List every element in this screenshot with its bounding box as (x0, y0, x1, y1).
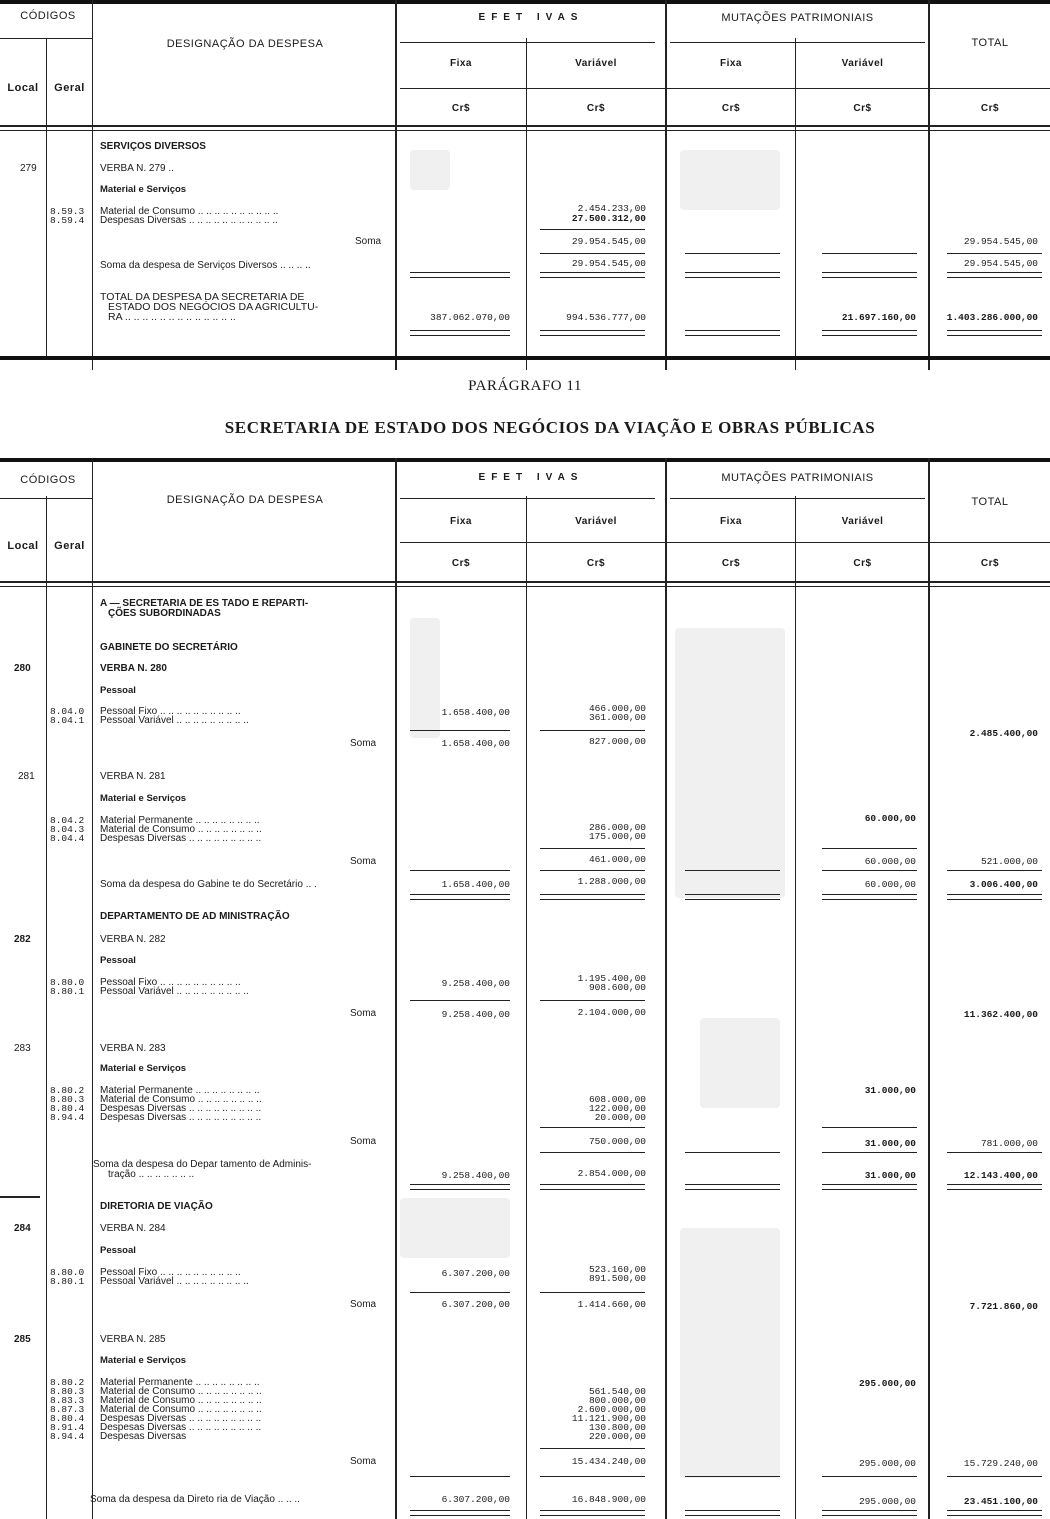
rule (947, 253, 1042, 254)
col-divider (928, 0, 930, 370)
amount: 800.000,00 (588, 1395, 646, 1406)
item-label: Despesas Diversas .. .. .. .. .. .. .. .. .. .. .. (100, 215, 278, 226)
rule (822, 1184, 917, 1190)
rule (410, 1476, 510, 1477)
col-divider (928, 458, 930, 1519)
col-divider (665, 458, 667, 1519)
amount: 60.000,00 (864, 813, 916, 824)
amount: 27.500.312,00 (571, 213, 646, 224)
col-divider (92, 458, 93, 1519)
geral-code: 8.04.4 (50, 833, 85, 844)
rule (947, 1184, 1042, 1190)
header-fixa: Fixa (449, 58, 472, 69)
total-label: RA .. .. .. .. .. .. .. .. .. .. .. .. .. (108, 311, 236, 323)
header-variavel: Variável (841, 516, 884, 527)
item-label: Material de Consumo .. .. .. .. .. .. .. .. (100, 1386, 262, 1397)
verba-label: VERBA N. 282 (100, 934, 166, 945)
soma-label: Soma (350, 1299, 377, 1310)
geral-code: 8.59.4 (50, 215, 85, 226)
item-label: Material Permanente .. .. .. .. .. .. .. .. (100, 815, 260, 826)
header-mutacoes: MUTAÇÕES PATRIMONIAIS (721, 12, 874, 24)
item-label: Material de Consumo .. .. .. .. .. .. .. .. (100, 1395, 262, 1406)
geral-code: 8.80.0 (50, 977, 85, 988)
rule (0, 458, 1050, 462)
rule (0, 586, 1050, 587)
amount: 1.288.000,00 (577, 876, 646, 887)
verba-label: VERBA N. 283 (100, 1043, 166, 1054)
rule (0, 130, 1050, 131)
geral-code: 8.04.3 (50, 824, 85, 835)
rule (540, 1448, 645, 1449)
local-code: 284 (14, 1223, 31, 1234)
rule (540, 1476, 645, 1477)
rule (540, 1184, 645, 1190)
header-local: Local (7, 540, 39, 552)
amount: 60.000,00 (864, 879, 916, 890)
amount: 3.006.400,00 (969, 879, 1038, 890)
subheading: Material e Serviços (100, 184, 187, 195)
header-mutacoes: MUTAÇÕES PATRIMONIAIS (721, 472, 874, 484)
rule (822, 870, 917, 871)
header-fixa: Fixa (719, 58, 742, 69)
rule (670, 498, 925, 499)
verba-label: VERBA N. 284 (100, 1223, 166, 1234)
rule (685, 253, 780, 254)
local-code: 281 (18, 771, 35, 782)
rule (947, 1152, 1042, 1153)
rule (400, 542, 1050, 543)
amount: 2.454.233,00 (577, 203, 646, 214)
amount: 31.000,00 (864, 1085, 916, 1096)
rule (540, 1127, 645, 1128)
amount: 175.000,00 (588, 831, 646, 842)
rule (947, 272, 1042, 278)
header-variavel: Variável (841, 58, 884, 69)
amount: 122.000,00 (588, 1103, 646, 1114)
amount: 9.258.400,00 (441, 1009, 510, 1020)
item-label: Material Permanente .. .. .. .. .. .. .. .. (100, 1377, 260, 1388)
header-efetivas: EFET IVAS (478, 12, 584, 23)
amount: 1.658.400,00 (441, 738, 510, 749)
item-label: Material Permanente .. .. .. .. .. .. .. .. (100, 1085, 260, 1096)
rule (410, 1292, 510, 1293)
amount: 7.721.860,00 (969, 1301, 1038, 1312)
amount: 461.000,00 (588, 854, 646, 865)
rule (822, 253, 917, 254)
rule (540, 730, 645, 731)
section-title: ÇÕES SUBORDINADAS (108, 608, 221, 619)
group-title: DEPARTAMENTO DE AD MINISTRAÇÃO (100, 911, 290, 922)
verba-label: VERBA N. 280 (100, 663, 167, 674)
header-variavel: Variável (575, 516, 617, 527)
group-title: GABINETE DO SECRETÁRIO (100, 642, 238, 653)
geral-code: 8.04.1 (50, 715, 85, 726)
rule (822, 272, 917, 278)
header-geral: Geral (54, 540, 85, 552)
col-divider (395, 458, 397, 1519)
rule (540, 1152, 645, 1153)
amount: 29.954.545,00 (963, 258, 1038, 269)
rule (947, 894, 1042, 900)
rule (685, 1184, 780, 1190)
geral-code: 8.87.3 (50, 1404, 85, 1415)
soma-label: Soma (350, 1008, 377, 1019)
header-efetivas: EFET IVAS (478, 472, 584, 483)
amount: 1.403.286.000,00 (946, 312, 1038, 323)
rule (540, 870, 645, 871)
currency-label: Cr$ (980, 103, 1000, 114)
rule (540, 272, 645, 278)
currency-label: Cr$ (721, 103, 741, 114)
stain (680, 1228, 780, 1478)
soma-label: Soma da despesa da Direto ria de Viação .. .. .. (90, 1494, 300, 1505)
rule (0, 1196, 40, 1198)
soma-label: Soma da despesa do Gabine te do Secretário .. . (100, 879, 317, 890)
stain (400, 1198, 510, 1258)
local-code: 285 (14, 1334, 31, 1345)
amount: 908.600,00 (588, 982, 646, 993)
item-label: Despesas Diversas (100, 1431, 187, 1442)
geral-code: 8.59.3 (50, 206, 85, 217)
rule (670, 42, 925, 43)
verba-label: VERBA N. 281 (100, 771, 166, 782)
rule (0, 498, 92, 499)
geral-code: 8.80.4 (50, 1103, 85, 1114)
currency-label: Cr$ (853, 558, 872, 569)
amount: 2.854.000,00 (577, 1168, 646, 1179)
item-label: Pessoal Variável .. .. .. .. .. .. .. .. .. (100, 986, 249, 997)
col-divider (46, 496, 47, 1519)
amount: 6.307.200,00 (441, 1299, 510, 1310)
amount: 21.697.160,00 (841, 312, 916, 323)
currency-label: Cr$ (586, 558, 606, 569)
amount: 31.000,00 (864, 1138, 916, 1149)
header-codigos: CÓDIGOS (20, 474, 76, 486)
geral-code: 8.80.3 (50, 1094, 85, 1105)
header-codigos: CÓDIGOS (20, 10, 76, 22)
header-fixa: Fixa (719, 516, 742, 527)
local-code: 282 (14, 934, 31, 945)
item-label: Material de Consumo .. .. .. .. .. .. .. .. (100, 824, 262, 835)
section-title: SERVIÇOS DIVERSOS (100, 141, 206, 152)
section-title: A — SECRETARIA DE ES TADO E REPARTI- (100, 598, 309, 609)
item-label: Pessoal Fixo .. .. .. .. .. .. .. .. .. .. (100, 706, 241, 717)
subheading: Material e Serviços (100, 793, 187, 804)
amount: 11.362.400,00 (963, 1009, 1038, 1020)
item-label: Pessoal Fixo .. .. .. .. .. .. .. .. .. .. (100, 1267, 241, 1278)
rule (822, 1127, 917, 1128)
geral-code: 8.80.4 (50, 1413, 85, 1424)
rule (822, 1152, 917, 1153)
geral-code: 8.83.3 (50, 1395, 85, 1406)
soma-label: Soma (355, 236, 382, 247)
geral-code: 8.04.2 (50, 815, 85, 826)
rule (947, 1476, 1042, 1477)
amount: 2.485.400,00 (969, 728, 1038, 739)
rule (540, 848, 645, 849)
stain (410, 150, 450, 190)
rule (540, 229, 645, 230)
subheading: Pessoal (100, 685, 136, 696)
rule (540, 253, 645, 254)
item-label: Despesas Diversas .. .. .. .. .. .. .. .. .. (100, 1413, 262, 1424)
header-total: TOTAL (971, 37, 1009, 49)
item-label: Material de Consumo .. .. .. .. .. .. .. .. .. .. (100, 206, 279, 217)
amount: 608.000,00 (588, 1094, 646, 1105)
group-title: DIRETORIA DE VIAÇÃO (100, 1201, 213, 1212)
geral-code: 8.94.4 (50, 1112, 85, 1123)
table-agricultura (0, 0, 1050, 370)
item-label: Despesas Diversas .. .. .. .. .. .. .. .. .. (100, 1103, 262, 1114)
rule (410, 1000, 510, 1001)
rule (400, 498, 655, 499)
amount: 295.000,00 (858, 1458, 916, 1469)
header-fixa: Fixa (449, 516, 472, 527)
header-designacao: DESIGNAÇÃO DA DESPESA (166, 494, 324, 506)
geral-code: 8.80.2 (50, 1085, 85, 1096)
rule (540, 1000, 645, 1001)
item-label: Material de Consumo .. .. .. .. .. .. .. .. (100, 1404, 262, 1415)
amount: 20.000,00 (594, 1112, 646, 1123)
item-label: Material de Consumo .. .. .. .. .. .. .. .. (100, 1094, 262, 1105)
amount: 1.414.660,00 (577, 1299, 646, 1310)
rule (410, 330, 510, 336)
geral-code: 8.80.1 (50, 1276, 85, 1287)
paragraph-heading: PARÁGRAFO 11 (468, 378, 582, 394)
amount: 60.000,00 (864, 856, 916, 867)
amount: 295.000,00 (858, 1496, 916, 1507)
subheading: Material e Serviços (100, 1355, 187, 1366)
amount: 29.954.545,00 (571, 258, 646, 269)
stain (410, 618, 440, 738)
amount: 561.540,00 (588, 1386, 646, 1397)
item-label: Despesas Diversas .. .. .. .. .. .. .. .. .. (100, 833, 262, 844)
subheading: Pessoal (100, 955, 136, 966)
rule (822, 1510, 917, 1516)
rule (685, 330, 780, 336)
soma-label: tração .. .. .. .. .. .. .. (108, 1169, 195, 1180)
amount: 9.258.400,00 (441, 1170, 510, 1181)
rule (410, 870, 510, 871)
rule (0, 38, 92, 39)
rule (822, 330, 917, 336)
soma-label: Soma (350, 1136, 377, 1147)
item-label: Pessoal Variável .. .. .. .. .. .. .. .. .. (100, 1276, 249, 1287)
amount: 130.800,00 (588, 1422, 646, 1433)
amount: 295.000,00 (858, 1378, 916, 1389)
rule (947, 1510, 1042, 1516)
total-label: ESTADO DOS NEGÓCIOS DA AGRICULTU- (108, 301, 319, 313)
rule (685, 1510, 780, 1516)
amount: 521.000,00 (980, 856, 1038, 867)
currency-label: Cr$ (853, 103, 872, 114)
rule (685, 1152, 780, 1153)
amount: 750.000,00 (588, 1136, 646, 1147)
amount: 387.062.070,00 (430, 312, 510, 323)
rule (0, 356, 1050, 360)
amount: 523.160,00 (588, 1264, 646, 1275)
amount: 781.000,00 (980, 1138, 1038, 1149)
geral-code: 8.80.0 (50, 1267, 85, 1278)
header-variavel: Variável (575, 58, 617, 69)
header-designacao: DESIGNAÇÃO DA DESPESA (166, 38, 324, 50)
rule (410, 894, 510, 900)
rule (400, 42, 655, 43)
secretaria-title: SECRETARIA DE ESTADO DOS NEGÓCIOS DA VIAÇÃO E OBRAS PÚBLICAS (224, 418, 876, 437)
geral-code: 8.91.4 (50, 1422, 85, 1433)
soma-label: Soma da despesa do Depar tamento de Adminis- (93, 1159, 312, 1170)
rule (540, 894, 645, 900)
item-label: Pessoal Fixo .. .. .. .. .. .. .. .. .. .. (100, 977, 241, 988)
top-rule (0, 0, 1050, 4)
geral-code: 8.80.1 (50, 986, 85, 997)
subheading: Pessoal (100, 1245, 136, 1256)
rule (410, 272, 510, 278)
amount: 2.104.000,00 (577, 1007, 646, 1018)
col-divider (795, 496, 796, 1519)
verba-label: VERBA N. 285 (100, 1334, 166, 1345)
geral-code: 8.04.0 (50, 706, 85, 717)
col-divider (92, 0, 93, 370)
rule (0, 581, 1050, 583)
item-label: Pessoal Variável .. .. .. .. .. .. .. .. .. (100, 715, 249, 726)
amount: 12.143.400,00 (963, 1170, 1038, 1181)
soma-label: Soma (350, 738, 377, 749)
currency-label: Cr$ (980, 558, 1000, 569)
amount: 9.258.400,00 (441, 978, 510, 989)
amount: 6.307.200,00 (441, 1268, 510, 1279)
amount: 16.848.900,00 (571, 1494, 646, 1505)
amount: 466.000,00 (588, 703, 646, 714)
geral-code: 8.94.4 (50, 1431, 85, 1442)
soma-label: Soma da despesa de Serviços Diversos .. .. .. .. (100, 260, 311, 271)
amount: 15.729.240,00 (963, 1458, 1038, 1469)
table-viacao (0, 458, 1050, 1519)
rule (822, 1476, 917, 1477)
item-label: Despesas Diversas .. .. .. .. .. .. .. .. .. (100, 1112, 262, 1123)
currency-label: Cr$ (451, 558, 471, 569)
stain (700, 1018, 780, 1108)
rule (822, 848, 917, 849)
amount: 1.658.400,00 (441, 707, 510, 718)
rule (0, 125, 1050, 127)
amount: 1.195.400,00 (577, 973, 646, 984)
soma-label: Soma (350, 856, 377, 867)
rule (410, 1510, 510, 1516)
amount: 827.000,00 (588, 736, 646, 747)
currency-label: Cr$ (721, 558, 741, 569)
subheading: Material e Serviços (100, 1063, 187, 1074)
rule (947, 870, 1042, 871)
item-label: Despesas Diversas .. .. .. .. .. .. .. .. .. (100, 1422, 262, 1433)
rule (400, 88, 520, 89)
header-total: TOTAL (971, 496, 1009, 508)
amount: 2.600.000,00 (577, 1404, 646, 1415)
geral-code: 8.80.2 (50, 1377, 85, 1388)
verba-label: VERBA N. 279 .. (100, 163, 174, 174)
amount: 1.658.400,00 (441, 879, 510, 890)
amount: 11.121.900,00 (571, 1413, 646, 1424)
currency-label: Cr$ (451, 103, 471, 114)
rule (540, 1510, 645, 1516)
amount: 994.536.777,00 (566, 312, 646, 323)
local-code: 283 (14, 1043, 31, 1054)
col-divider (526, 496, 527, 1519)
amount: 361.000,00 (588, 712, 646, 723)
amount: 891.500,00 (588, 1273, 646, 1284)
rule (685, 272, 780, 278)
header-local: Local (7, 82, 39, 94)
amount: 29.954.545,00 (571, 236, 646, 247)
amount: 6.307.200,00 (441, 1494, 510, 1505)
amount: 220.000,00 (588, 1431, 646, 1442)
col-divider (395, 0, 397, 370)
amount: 286.000,00 (588, 822, 646, 833)
total-label: TOTAL DA DESPESA DA SECRETARIA DE (100, 291, 305, 303)
rule (822, 894, 917, 900)
amount: 29.954.545,00 (963, 236, 1038, 247)
amount: 15.434.240,00 (571, 1456, 646, 1467)
rule (540, 1292, 645, 1293)
currency-label: Cr$ (586, 103, 606, 114)
stain (675, 628, 785, 898)
col-divider (665, 0, 667, 370)
amount: 31.000,00 (864, 1170, 916, 1181)
rule (410, 1184, 510, 1190)
rule (947, 330, 1042, 336)
amount: 23.451.100,00 (963, 1496, 1038, 1507)
geral-code: 8.80.3 (50, 1386, 85, 1397)
local-code: 280 (14, 663, 31, 674)
rule (540, 330, 645, 336)
soma-label: Soma (350, 1456, 377, 1467)
stain (680, 150, 780, 210)
header-geral: Geral (54, 82, 85, 94)
local-code: 279 (20, 163, 37, 174)
